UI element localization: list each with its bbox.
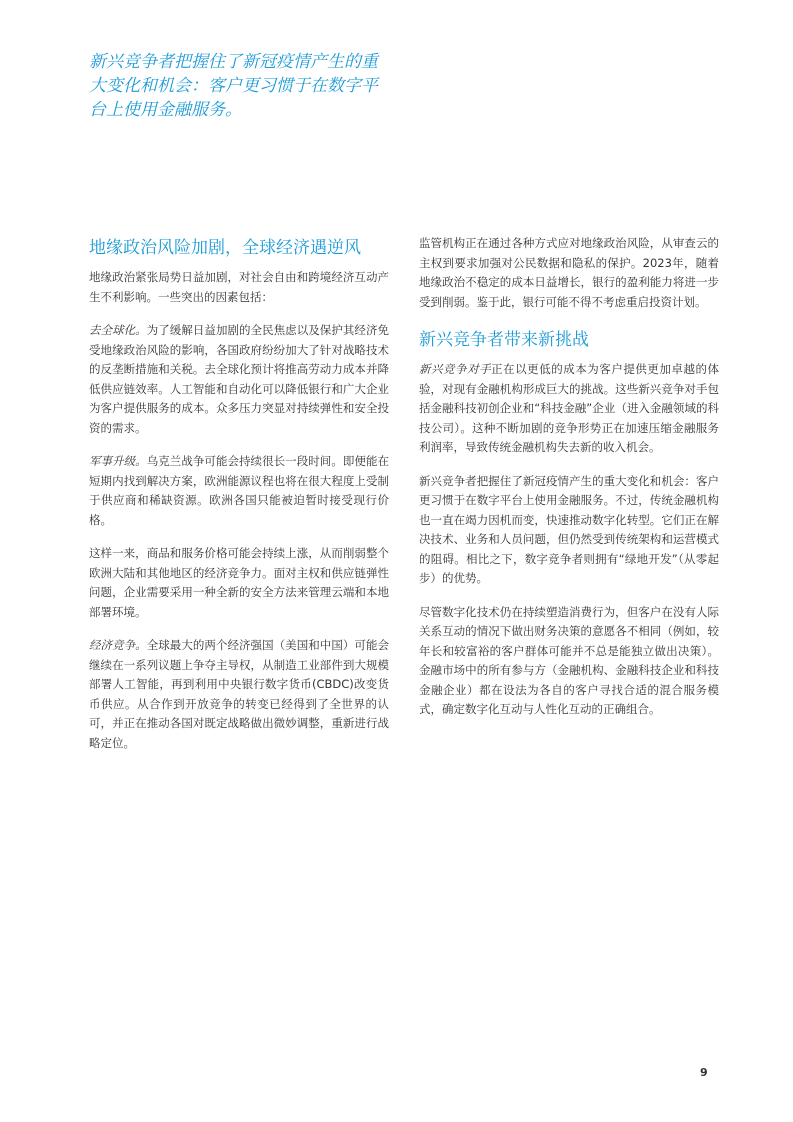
paragraph-text: 尽管数字化技术仍在持续塑造消费行为，但客户在没有人际关系互动的情况下做出财务决策的意愿各不相同（例如，较年长和较富裕的客户群体可能并不总是能独立做出决策）。金融市场中的所有参与方（金融机构、金融科技企业和科技金融企业）都在设法为各自的客户寻找合适的混合服务模式，确定数字化互动与人性化互动的正确组合。	[419, 604, 719, 716]
paragraph-lead: 去全球化。	[89, 323, 147, 337]
paragraph-lead: 军事升级。	[89, 454, 147, 468]
paragraph-economic-competition	[89, 636, 389, 753]
left-column	[89, 234, 389, 767]
paragraph-text: 新兴竞争者把握住了新冠疫情产生的重大变化和机会：客户更习惯于在数字平台上使用金融服务。不过，传统金融机构也一直在竭力因机而变，快速推动数字化转型。它们正在解决技术、业务和人员问题，但仍然受到传统架构和运营模式的阻碍。相比之下，数字竞争者则拥有“绿地开发”（从零起步）的优势。	[419, 473, 719, 585]
paragraph-text: 为了缓解日益加剧的全民焦虑以及保护其经济免受地缘政治风险的影响，各国政府纷纷加大了针对战略技术的反垄断措施和关税。去全球化预计将推高劳动力成本并降低供应链效率。人工智能和自动化可以降低银行和广大企业为客户提供服务的成本。众多压力突显对持续弹性和安全投资的需求。	[89, 323, 390, 435]
intro-paragraph: 地缘政治紧张局势日益加剧，对社会自由和跨境经济互动产生不利影响。一些突出的因素包括：	[89, 270, 389, 304]
paragraph-text: 正在以更低的成本为客户提供更加卓越的体验，对现有金融机构形成巨大的挑战。这些新兴竞争对手包括金融科技初创企业和“科技金融”企业（进入金融领域的科技公司）。这种不断加剧的竞争形势正在加速压缩金融服务利润率，导致传统金融机构失去新的收入机会。	[419, 362, 719, 454]
pull-quote: 新兴竞争者把握住了新冠疫情产生的重大变化和机会：客户更习惯于在数字平台上使用金融服务。	[89, 52, 378, 120]
paragraph-regulators: 监管机构正在通过各种方式应对地缘政治风险，从审查云的主权到要求加强对公民数据和隐私的保护。2023年，随着地缘政治不稳定的成本日益增长，银行的盈利能力将进一步受到削弱。鉴于此，银行可能不得不考虑重启投资计划。	[419, 236, 719, 309]
right-column	[419, 234, 719, 734]
paragraph-military	[89, 452, 389, 530]
paragraph-lead: 新兴竞争对手	[419, 362, 492, 376]
section-heading-geopolitics: 地缘政治风险加剧，全球经济遇逆风	[89, 238, 361, 258]
paragraph-hybrid-model	[419, 603, 719, 720]
paragraph-text: 乌克兰战争可能会持续很长一段时间。即便能在短期内找到解决方案，欧洲能源议程也将在很大程度上受制于供应商和稀缺资源。欧洲各国只能被迫暂时接受现行价格。	[89, 454, 390, 527]
paragraph-text: 全球最大的两个经济强国（美国和中国）可能会继续在一系列议题上争夺主导权，从制造工业部件到大规模部署人工智能，再到利用中央银行数字货币(CBDC)改变货币供应。从合作到开放竞争的转变已经得到了全世界的认可，并正在推动各国对既定战略做出微妙调整，重新进行战略定位。	[89, 638, 390, 750]
paragraph-prices	[89, 544, 389, 622]
paragraph-new-competitors	[419, 360, 719, 458]
page-number: 9	[700, 1066, 708, 1079]
section-heading-new-competitors: 新兴竞争者带来新挑战	[419, 330, 589, 350]
paragraph-lead: 经济竞争。	[89, 638, 147, 652]
paragraph-digital-transformation	[419, 472, 719, 589]
paragraph-deglobalization	[89, 321, 389, 438]
paragraph-text: 这样一来，商品和服务价格可能会持续上涨，从而削弱整个欧洲大陆和其他地区的经济竞争力。面对主权和供应链弹性问题，企业需要采用一种全新的安全方法来管理云端和本地部署环境。	[89, 546, 389, 619]
